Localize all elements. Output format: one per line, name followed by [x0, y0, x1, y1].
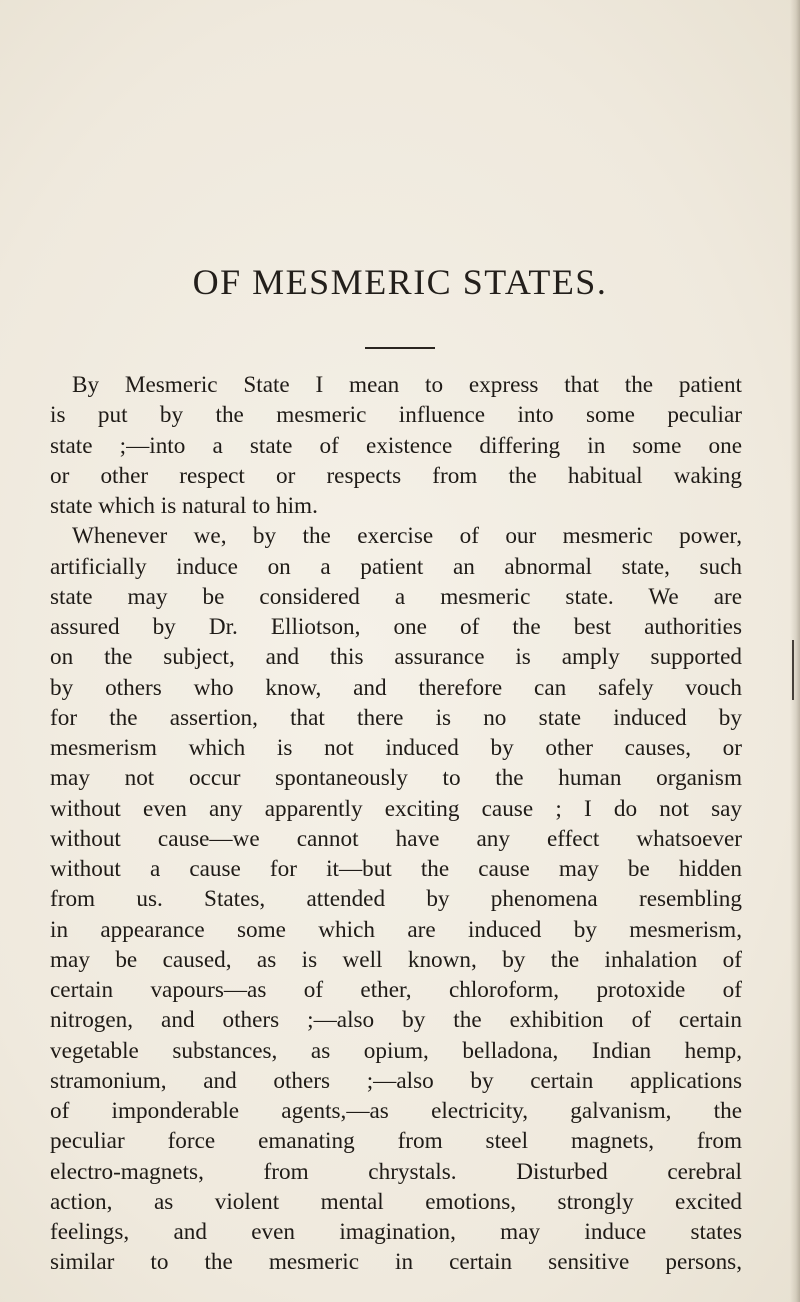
text-line: vegetable substances, as opium, belladona, Indian hemp, — [50, 1037, 742, 1064]
text-line: state which is natural to him. — [50, 493, 318, 519]
text-line: Whenever we, by the exercise of our mesmeric power, — [72, 523, 742, 550]
text-line: nitrogen, and others ;—also by the exhibition of certain — [50, 1007, 742, 1034]
text-line: state may be considered a mesmeric state. We are — [50, 583, 742, 610]
text-line: without a cause for it—but the cause may be hidden — [50, 856, 742, 882]
text-line: for the assertion, that there is no state induced by — [50, 704, 742, 731]
text-line: assured by Dr. Elliotson, one of the best authorities — [50, 614, 742, 640]
text-line: without even any apparently exciting cause ; I do not say — [50, 795, 742, 822]
text-line: mesmerism which is not induced by other causes, or — [50, 735, 742, 761]
text-line: electro-magnets, from chrystals. Disturbed cerebral — [50, 1158, 742, 1185]
text-line: artificially induce on a patient an abnormal state, such — [50, 553, 742, 580]
title-rule — [365, 347, 435, 349]
text-line: peculiar force emanating from steel magnets, from — [50, 1128, 742, 1155]
chapter-title: OF MESMERIC STATES. — [192, 262, 608, 302]
text-line: certain vapours—as of ether, chloroform, protoxide of — [50, 977, 742, 1003]
text-line: By Mesmeric State I mean to express that the patient — [72, 372, 742, 398]
text-line: state ;—into a state of existence differing in some one — [50, 432, 742, 459]
text-line: may not occur spontaneously to the human organism — [50, 765, 742, 792]
text-line: action, as violent mental emotions, strongly excited — [50, 1188, 742, 1215]
text-line: on the subject, and this assurance is amply supported — [50, 644, 742, 671]
text-line: without cause—we cannot have any effect whatsoever — [50, 825, 742, 852]
text-line: from us. States, attended by phenomena resembling — [50, 886, 742, 913]
text-line: by others who know, and therefore can safely vouch — [50, 674, 742, 701]
text-line: of imponderable agents,—as electricity, galvanism, the — [50, 1098, 742, 1124]
text-line: in appearance some which are induced by mesmerism, — [50, 916, 742, 943]
text-line: is put by the mesmeric influence into some peculiar — [50, 402, 742, 429]
text-line: similar to the mesmeric in certain sensitive persons, — [50, 1249, 742, 1276]
body-text — [50, 370, 742, 1278]
margin-mark — [792, 640, 794, 700]
text-line: stramonium, and others ;—also by certain applications — [50, 1067, 742, 1094]
text-line: feelings, and even imagination, may induce states — [50, 1219, 742, 1245]
text-line: or other respect or respects from the habitual waking — [50, 462, 742, 489]
text-line: may be caused, as is well known, by the inhalation of — [50, 946, 742, 973]
